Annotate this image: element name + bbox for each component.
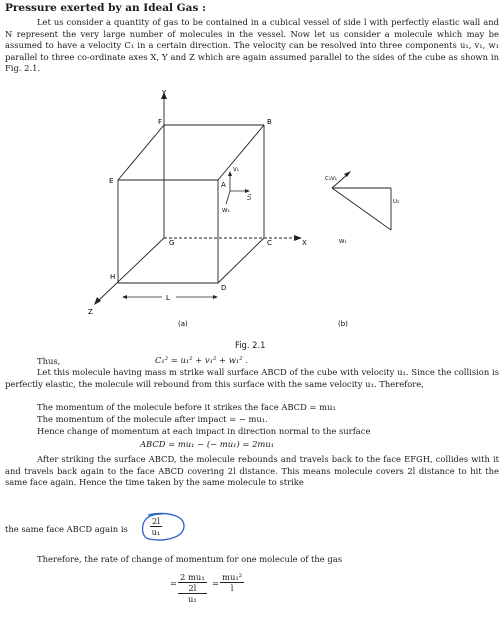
w1-vector <box>226 191 230 204</box>
label-b-c1v1: C₁V₁ <box>325 176 338 182</box>
label-h: H <box>110 273 116 281</box>
velocity-equation: C₁² = u₁² + v₁² + w₁² . <box>155 355 248 365</box>
caption-a: (a) <box>178 320 188 328</box>
handwritten-circle <box>140 511 188 543</box>
x-axis-arrow <box>294 235 302 241</box>
label-w1: W₁ <box>222 208 230 214</box>
label-b-u1: U₁ <box>393 199 400 205</box>
collision-text: Let this molecule having mass m strike wall surface ABCD of the cube with velocity u₁. Since the collision is perfectly elastic, the molecule will rebound from this surface with the same velocity u₁. Therefore, <box>5 367 499 389</box>
edge-c-d <box>218 238 264 283</box>
edge-f-e <box>118 125 164 180</box>
intro-paragraph <box>5 17 499 75</box>
cube-figure-svg <box>70 88 440 333</box>
figure-2-1 <box>70 88 440 333</box>
change-momentum-text: Hence change of momentum at each impact in direction normal to the surface <box>37 426 371 436</box>
intro-text: Let us consider a quantity of gas to be contained in a cubical vessel of side l with perfectly elastic wall and N represent the very large number of molecules in the vessel. Now let us consider a molecule which may be assumed to have a velocity C₁ in a certain direction. The velocity can be resolved into three components u₁, v₁, w₁ parallel to three co-ordinate axes X, Y and Z which are again assumed parallel to the sides of the cube as shown in Fig. 2.1. <box>5 17 499 74</box>
edge-b-a <box>218 125 264 180</box>
section-heading: Pressure exerted by an Ideal Gas : <box>5 2 206 14</box>
label-e: E <box>109 177 114 185</box>
label-u1: U₁ <box>247 193 253 200</box>
para-rebound <box>5 454 499 489</box>
momentum-before: The momentum of the molecule before it strikes the face ABCD = mu₁ <box>37 402 336 412</box>
label-z: Z <box>88 308 93 316</box>
figure-caption: Fig. 2.1 <box>235 340 266 350</box>
b-w1-line <box>332 188 391 230</box>
label-v1: V₁ <box>233 167 239 173</box>
rate-right-den: l <box>230 583 234 593</box>
rate-left-fraction <box>178 572 207 604</box>
time-fraction-num: 2l <box>152 516 161 526</box>
label-b: B <box>267 118 272 126</box>
rate-eq-equals: = <box>212 578 220 588</box>
label-f: F <box>158 118 163 126</box>
rebound-text: After striking the surface ABCD, the molecule rebounds and travels back to the face EFGH, collides with it and travels back again to the face ABCD covering 2l distance. This means molecule covers 2l distance to hit the same face again. Hence the time taken by the same molecule to strike <box>5 454 499 488</box>
rate-right-fraction <box>220 572 244 593</box>
same-face-text: the same face ABCD again is <box>5 524 128 534</box>
label-l: L <box>166 294 170 302</box>
label-x: X <box>302 239 307 247</box>
z-axis-line <box>98 238 164 301</box>
z-axis-arrow <box>94 297 101 305</box>
time-fraction-den: u₁ <box>151 527 161 537</box>
rate-left-mid: 2l <box>178 583 207 594</box>
rate-right-num: mu₁² <box>222 572 243 582</box>
rate-left-num: 2 mu₁ <box>180 572 205 582</box>
label-y: Y <box>162 89 167 97</box>
label-a: A <box>221 181 226 189</box>
label-b-w1: W₁ <box>339 239 347 245</box>
rate-change-text: Therefore, the rate of change of momentum for one molecule of the gas <box>37 554 343 564</box>
thus-label: Thus, <box>37 356 61 366</box>
caption-b: (b) <box>338 320 348 328</box>
momentum-change-equation: ABCD = mu₁ − (− mu₁) = 2mu₁ <box>140 439 275 449</box>
momentum-after: The momentum of the molecule after impact = − mu₁. <box>37 414 268 424</box>
para-collision <box>5 367 499 390</box>
rate-left-den: u₁ <box>187 594 197 604</box>
label-c: C <box>267 239 272 247</box>
label-g: G <box>169 239 175 247</box>
rate-eq-sign: = <box>170 578 178 588</box>
label-d: D <box>221 284 227 292</box>
